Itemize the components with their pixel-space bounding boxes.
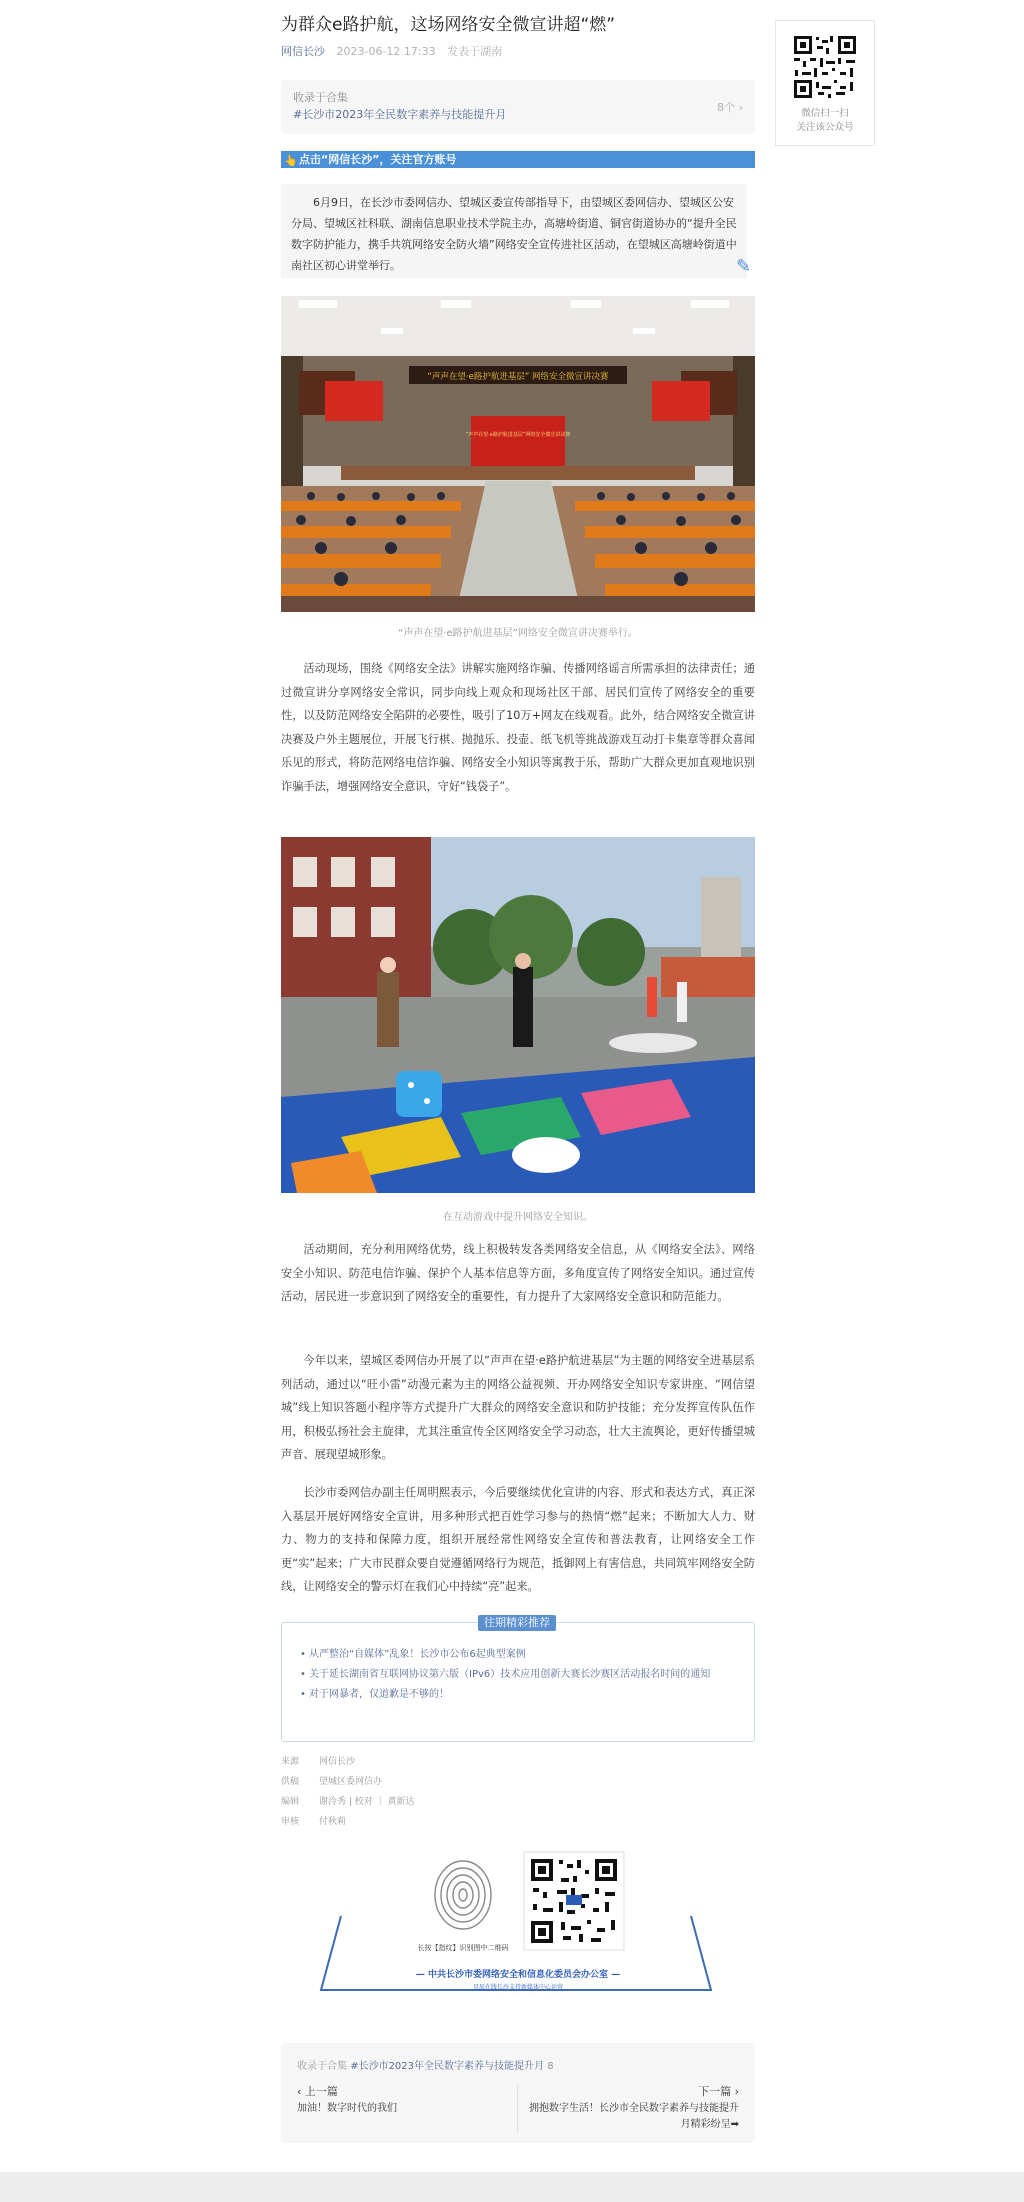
qr-code-icon xyxy=(792,34,858,100)
chevron-right-icon: › xyxy=(738,101,743,114)
nav-collection-label: 收录于合集 xyxy=(297,2061,347,2072)
prev-article-link[interactable] xyxy=(297,2083,497,2117)
nav-divider xyxy=(517,2085,518,2133)
stage-banner-text: “声声在望·e路护航进基层” 网络安全微宣讲决赛 xyxy=(427,372,609,382)
outdoor-game-photo xyxy=(281,837,755,1193)
paragraph-series: 今年以来，望城区委网信办开展了以“声声在望·e路护航进基层”为主题的网络安全进基层系列活动，通过以“旺小雷”动漫元素为主的网络公益视频、开办网络安全知识专家讲座、“网信望城”线上知识答题小程序等方式提升广大群众的网络安全意识和防护技能；充分发挥宣传队伍作用，积极弘扬社会主旋律，尤其注重宣传全区网络安全学习动态，壮大主流舆论，更好传播望城声音、展现望城形象。 xyxy=(281,1354,755,1461)
credit-row: 审核 付秋莉 xyxy=(281,1817,347,1827)
chevron-left-icon: ‹ xyxy=(297,2085,302,2098)
next-title: 拥抱数字生活！长沙市全民数字素养与技能提升月精彩纷呈➡ xyxy=(529,2103,739,2130)
collection-label: 收录于合集 xyxy=(293,91,348,104)
paragraph-online: 活动期间，充分利用网络优势，线上积极转发各类网络安全信息，从《网络安全法》、网络安全小知识、防范电信诈骗、保护个人基本信息等方面，多角度宣传了网络安全知识。通过宣传活动，居民进一步意识到了网络安全的重要性，有力提升了大家网络安全意识和防范能力。 xyxy=(281,1243,755,1303)
chevron-right-icon: › xyxy=(734,2085,739,2098)
account-link[interactable]: 网信长沙 xyxy=(281,45,325,58)
recommend-title: 往期精彩推荐 xyxy=(478,1615,556,1631)
credits xyxy=(281,1752,414,1832)
follow-qr-graphic xyxy=(281,1850,755,2000)
paragraph-director: 长沙市委网信办副主任周明熙表示，今后要继续优化宣讲的内容、形式和表达方式，真正深入基层开展好网络安全宣讲，用多种形式把百姓学习参与的热情“燃”起来；不断加大人力、财力、物力的支持和保障力度，组织开展经常性网络安全宣传和普法教育，让网络安全工作更“实”起来；广大市民群众要自觉遵循网络行为规范，抵御网上有害信息，共同筑牢网络安全防线，让网络安全的警示灯在我们心中持续“亮”起来。 xyxy=(281,1486,755,1593)
auditorium-photo xyxy=(281,296,755,612)
credit-row: 来源 网信长沙 xyxy=(281,1757,356,1767)
paragraph-activity: 活动现场，围绕《网络安全法》讲解实施网络诈骗、传播网络谣言所需承担的法律责任；通过微宣讲分享网络安全常识，同步向线上观众和现场社区干部、居民们宣传了网络安全的重要性，以及防范网络安全陷阱的必要性，吸引了10万+网友在线观看。此外，结合网络安全微宣讲决赛及户外主题展位，开展飞行棋、抛抛乐、投壶、纸飞机等挑战游戏互动打卡集章等群众喜闻乐见的形式，将防范网络电信诈骗、网络安全小知识等寓教于乐，帮助广大群众更加直观地识别诈骗手法，增强网络安全意识，守好“钱袋子”。 xyxy=(281,662,755,793)
follow-banner[interactable] xyxy=(281,151,755,168)
pen-icon: ✎ xyxy=(736,256,752,277)
article-meta xyxy=(281,43,510,59)
photo2-caption: 在互动游戏中提升网络安全知识。 xyxy=(443,1212,593,1223)
intro-paragraph: 6月9日，在长沙市委网信办、望城区委宣传部指导下，由望城区委网信办、望城区公安分局、望城区社科联、湖南信息职业技术学院主办，高塘岭街道、铜官街道协办的“提升全民数字防护能力，携手共筑网络安全防火墙”网络安全宣传进社区活动，在望城区高塘岭街道中南社区初心讲堂举行。 xyxy=(281,184,747,278)
fingerprint-icon xyxy=(435,1861,491,1929)
bottom-bar xyxy=(0,2172,1024,2202)
recommend-box xyxy=(281,1616,755,1742)
next-article-link[interactable] xyxy=(524,2083,739,2133)
recommend-link[interactable]: • 对于网暴者，仅道歉是不够的！ xyxy=(300,1685,720,1705)
recommend-link[interactable]: • 关于延长湖南省互联网协议第六版（IPv6）技术应用创新大赛长沙赛区活动报名时间的通知 xyxy=(300,1665,720,1685)
prev-title: 加油！数字时代的我们 xyxy=(297,2103,397,2114)
follow-qr-box[interactable] xyxy=(775,20,875,146)
pointer-hand-icon: 👆 xyxy=(284,154,298,167)
scan-hint: 长按【指纹】识别图中二维码 xyxy=(417,1944,509,1952)
nav-collection-name[interactable]: #长沙市2023年全民数字素养与技能提升月 xyxy=(350,2061,545,2072)
org-name: — 中共长沙市委网络安全和信息化委员会办公室 — xyxy=(415,1970,621,1980)
collection-count: 8个 › xyxy=(717,101,743,114)
org-sub: 星辰在线长沙支持新媒体中心运营 xyxy=(472,1984,564,1991)
qr-caption: 微信扫一扫 关注该公众号 xyxy=(796,108,854,133)
photo1-caption: “声声在望·e路护航进基层”网络安全微宣讲决赛举行。 xyxy=(398,628,638,639)
publish-location: 发表于湖南 xyxy=(447,45,503,58)
collection-card[interactable] xyxy=(281,80,755,134)
collection-nav-card xyxy=(281,2043,755,2143)
nav-collection-count: 8 xyxy=(547,2061,554,2072)
collection-name[interactable]: #长沙市2023年全民数字素养与技能提升月 xyxy=(293,108,507,121)
next-label: 下一篇 xyxy=(698,2085,732,2098)
recommend-link[interactable]: • 从严整治“自媒体”乱象！长沙市公布6起典型案例 xyxy=(300,1645,720,1665)
publish-time: 2023-06-12 17:33 xyxy=(336,45,436,58)
stage-screen-text: “声声在望·e路护航进基层”网络安全微宣讲决赛 xyxy=(465,432,571,438)
follow-banner-text: 点击“网信长沙”，关注官方账号 xyxy=(299,153,457,166)
credit-row: 编辑 谢泠秀 | 校对 ｜ 黄新达 xyxy=(281,1797,415,1807)
credit-row: 供稿 望城区委网信办 xyxy=(281,1777,383,1787)
prev-label: 上一篇 xyxy=(304,2085,338,2098)
article-title: 为群众e路护航，这场网络安全微宣讲超“燃” xyxy=(281,15,616,35)
